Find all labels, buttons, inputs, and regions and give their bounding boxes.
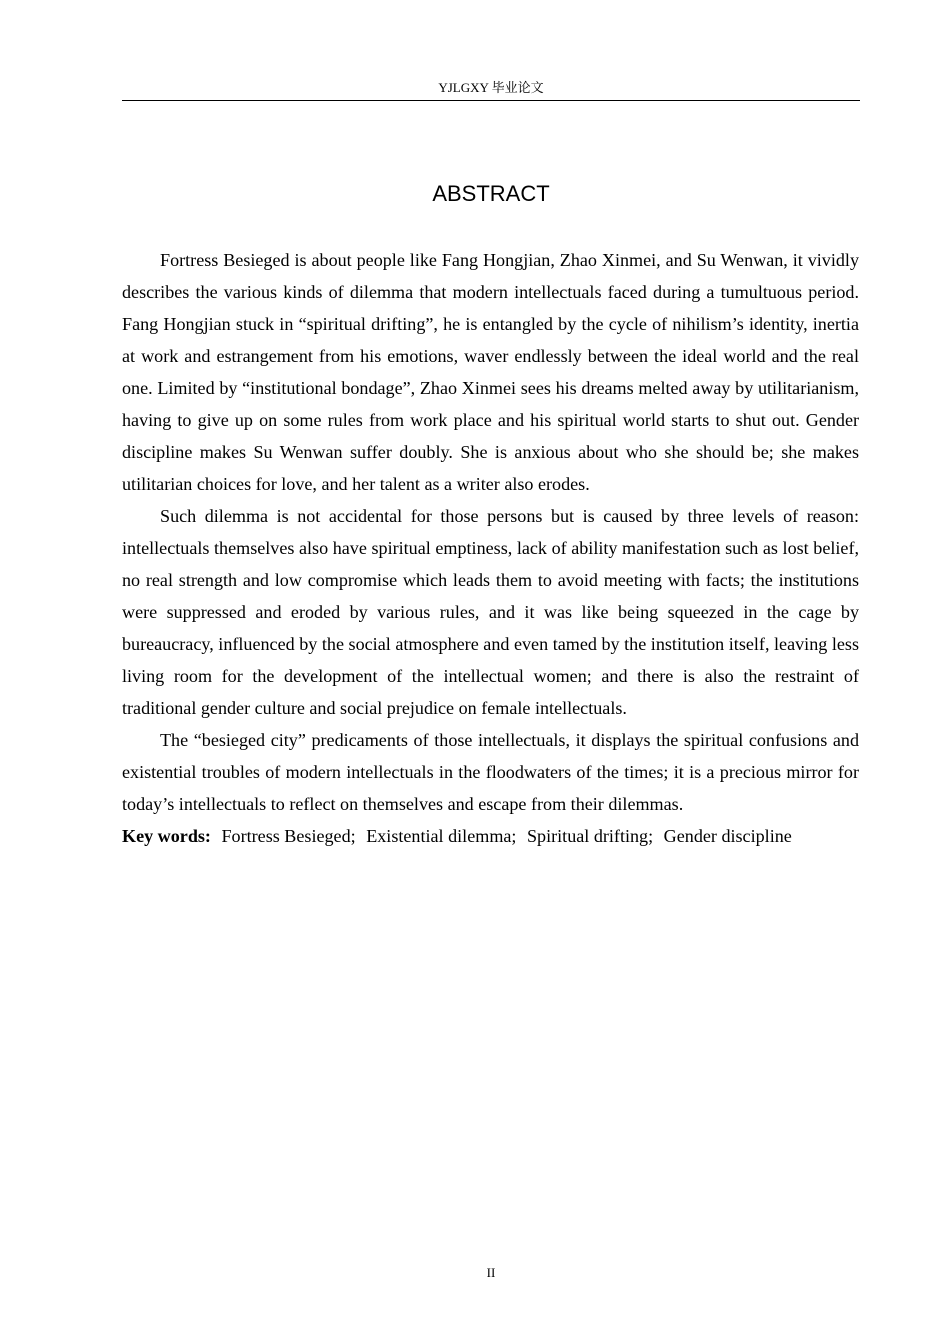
keywords-label: Key words: (122, 826, 211, 846)
keyword-item: Existential dilemma; (366, 826, 517, 846)
abstract-paragraph-2: Such dilemma is not accidental for those persons but is caused by three levels of reason: intellectuals themselves also have spiritual emptiness, lack of ability manifestation such as lost belief, no real strength and low compromise which leads them to avoid meeting with facts; the institutions were suppressed and eroded by various rules, and it was like being squeezed in the cage by bureaucracy, influenced by the social atmosphere and even tamed by the institution itself, leaving less living room for the development of the intellectual women; and there is also the restraint of traditional gender culture and social prejudice on female intellectuals. (122, 506, 859, 718)
keyword-item: Fortress Besieged; (221, 826, 356, 846)
page-number: II (486, 1265, 496, 1280)
abstract-body (122, 244, 859, 852)
keyword-item: Spiritual drifting; (526, 826, 654, 846)
abstract-paragraph-1: Fortress Besieged is about people like Fang Hongjian, Zhao Xinmei, and Su Wenwan, it vividly describes the various kinds of dilemma that modern intellectuals faced during a tumultuous period. Fang Hongjian stuck in “spiritual drifting”, he is entangled by the cycle of nihilism’s identity, inertia at work and estrangement from his emotions, waver endlessly between the ideal world and the real one. Limited by “institutional bondage”, Zhao Xinmei sees his dreams melted away by utilitarianism, having to give up on some rules from work place and his spiritual world starts to shut out. Gender discipline makes Su Wenwan suffer doubly. She is anxious about who she should be; she makes utilitarian choices for love, and her talent as a writer also erodes. (122, 250, 859, 494)
page-header: YJLGXY 毕业论文 (122, 79, 860, 101)
keywords-line (122, 820, 859, 852)
abstract-paragraph-3: The “besieged city” predicaments of those intellectuals, it displays the spiritual confusions and existential troubles of modern intellectuals in the floodwaters of the times; it is a precious mirror for today’s intellectuals to reflect on themselves and escape from their dilemmas. (122, 730, 859, 814)
keyword-item: Gender discipline (663, 826, 792, 846)
abstract-title: ABSTRACT (432, 181, 550, 206)
